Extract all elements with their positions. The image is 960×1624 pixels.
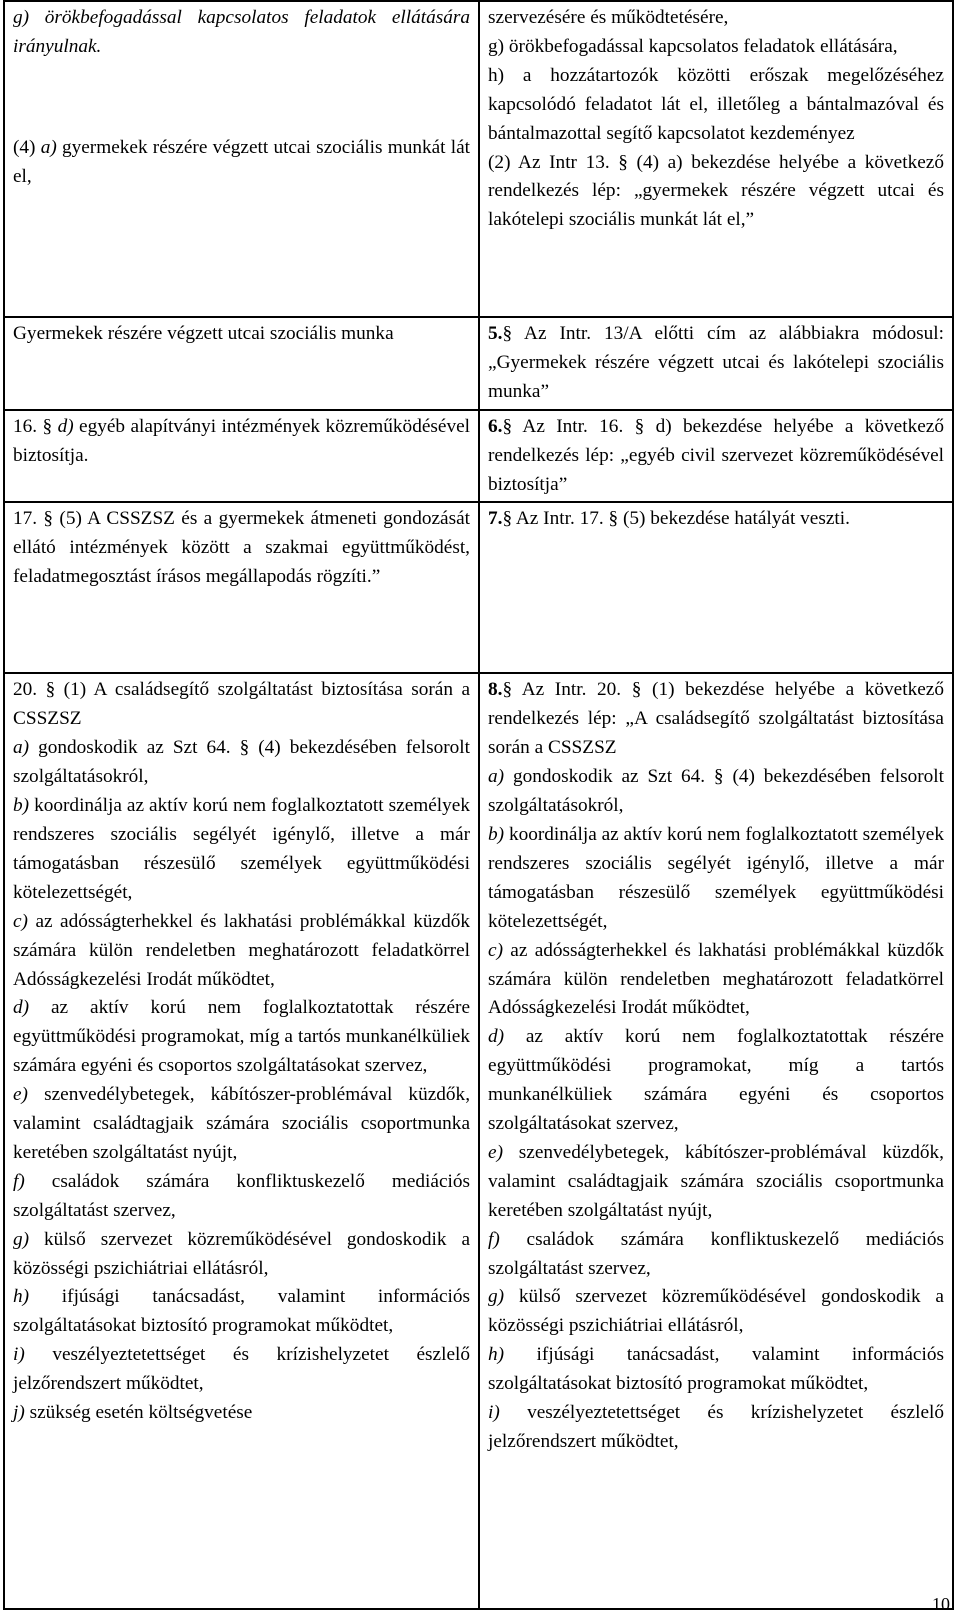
paragraph: 20. § (1) A családsegítő szolgáltatást biztosítása során a CSSZSZ — [13, 679, 471, 730]
paragraph: 8.§ Az Intr. 20. § (1) bekezdése helyébe a következő rendelkezés lép: „A családsegítő szolgáltatást biztosítása során a CSSZSZ — [488, 679, 944, 759]
table-row — [4, 1, 953, 317]
table-row — [4, 317, 953, 410]
page-number: 10 — [932, 1594, 950, 1614]
list-item: h) ifjúsági tanácsadást, valamint információs szolgáltatásokat biztosító programokat működtet, — [13, 1286, 471, 1337]
left-cell-row1 — [4, 1, 479, 317]
paragraph: 6.§ Az Intr. 16. § d) bekezdése helyébe a következő rendelkezés lép: „egyéb civil szervezet közreműködésével biztosítja” — [488, 415, 944, 495]
paragraph: g) örökbefogadással kapcsolatos feladatok ellátására, — [488, 35, 898, 57]
paragraph: 16. § d) egyéb alapítványi intézmények közreműködésével biztosítja. — [13, 415, 471, 466]
list-item: d) az aktív korú nem foglalkoztatottak részére együttműködési programokat, míg a tartós munkanélküliek számára egyéni és csoportos szolgáltatásokat szervez, — [13, 997, 471, 1077]
list-item: a) gondoskodik az Szt 64. § (4) bekezdésében felsorolt szolgáltatásokról, — [488, 766, 944, 817]
left-cell-row2 — [4, 317, 479, 410]
paragraph: 17. § (5) A CSSZSZ és a gyermekek átmeneti gondozását ellátó intézmények között a szakmai együttműködést, feladatmegosztást írásos megállapodás rögzíti.” — [13, 508, 471, 588]
list-item: e) szenvedélybetegek, kábítószer-problémával küzdők, valamint családtagjaik számára szociális csoportmunka keretében szolgáltatást nyújt, — [13, 1084, 471, 1163]
left-cell-row5 — [4, 673, 479, 1609]
right-cell-row1 — [479, 1, 953, 317]
paragraph: (2) Az Intr 13. § (4) a) bekezdése helyébe a következő rendelkezés lép: „gyermekek részére végzett utcai és lakótelepi szociális munkát lát el,” — [488, 151, 944, 231]
list-item: c) az adósságterhekkel és lakhatási problémákkal küzdők számára külön rendeletben meghatározott feladatkörrel Adósságkezelési Irodát működtet, — [488, 939, 944, 1019]
list-item: f) családok számára konfliktuskezelő mediációs szolgáltatást szervez, — [488, 1228, 944, 1279]
right-cell-row5 — [479, 673, 953, 1609]
list-item: g) külső szervezet közreműködésével gondoskodik a közösségi pszichiátriai ellátásról, — [13, 1228, 471, 1279]
paragraph: h) a hozzátartozók közötti erőszak megelőzéséhez kapcsolódó feladatot lát el, illetőleg a bántalmazóval és bántalmazottal segítő kapcsolatot kezdeményez — [488, 64, 944, 144]
list-item: i) veszélyeztetettséget és krízishelyzetet észlelő jelzőrendszert működtet, — [13, 1344, 471, 1395]
list-item: i) veszélyeztetettséget és krízishelyzetet észlelő jelzőrendszert működtet, — [488, 1402, 944, 1452]
list-item: c) az adósságterhekkel és lakhatási problémákkal küzdők számára külön rendeletben meghatározott feladatkörrel Adósságkezelési Irodát működtet, — [13, 910, 471, 990]
list-item: a) gondoskodik az Szt 64. § (4) bekezdésében felsorolt szolgáltatásokról, — [13, 737, 471, 788]
text: g) örökbefogadással kapcsolatos feladatok ellátására irányulnak. — [13, 7, 471, 57]
table-row — [4, 673, 953, 1609]
paragraph: 5.§ Az Intr. 13/A előtti cím az alábbiakra módosul: „Gyermekek részére végzett utcai és lakótelepi szociális munka” — [488, 323, 944, 402]
list-item: b) koordinálja az aktív korú nem foglalkoztatott személyek rendszeres szociális segélyét igénylő, illetve a már támogatásban részesülő személyek együttműködési kötelezettségét, — [488, 823, 944, 932]
left-cell-row4 — [4, 502, 479, 673]
list-item: f) családok számára konfliktuskezelő mediációs szolgáltatást szervez, — [13, 1170, 471, 1221]
list-item: e) szenvedélybetegek, kábítószer-problémával küzdők, valamint családtagjaik számára szociális csoportmunka keretében szolgáltatást nyújt, — [488, 1141, 944, 1221]
list-item: h) ifjúsági tanácsadást, valamint információs szolgáltatásokat biztosító programokat működtet, — [488, 1344, 944, 1395]
paragraph: (4) a) gyermekek részére végzett utcai szociális munkát lát el, — [13, 136, 471, 187]
left-cell-row3 — [4, 410, 479, 503]
right-cell-row3 — [479, 410, 953, 503]
paragraph: Gyermekek részére végzett utcai szociális munka — [13, 323, 394, 344]
list-item: g) külső szervezet közreműködésével gondoskodik a közösségi pszichiátriai ellátásról, — [488, 1286, 944, 1337]
list-item: b) koordinálja az aktív korú nem foglalkoztatott személyek rendszeres szociális segélyét igénylő, illetve a már támogatásban részesülő személyek együttműködési kötelezettségét, — [13, 795, 471, 903]
comparison-table — [3, 0, 954, 1610]
list-item: d) az aktív korú nem foglalkoztatottak részére együttműködési programokat, míg a tartós munkanélküliek számára egyéni és csoportos szolgáltatásokat szervez, — [488, 1026, 944, 1135]
table-row — [4, 410, 953, 503]
paragraph: 7.§ Az Intr. 17. § (5) bekezdése hatályát veszti. — [488, 508, 850, 530]
list-item: j) szükség esetén költségvetése — [13, 1402, 253, 1424]
table-row — [4, 502, 953, 673]
right-cell-row4 — [479, 502, 953, 673]
right-cell-row2 — [479, 317, 953, 410]
paragraph: szervezésére és működtetésére, — [488, 7, 729, 28]
paragraph — [13, 4, 470, 62]
